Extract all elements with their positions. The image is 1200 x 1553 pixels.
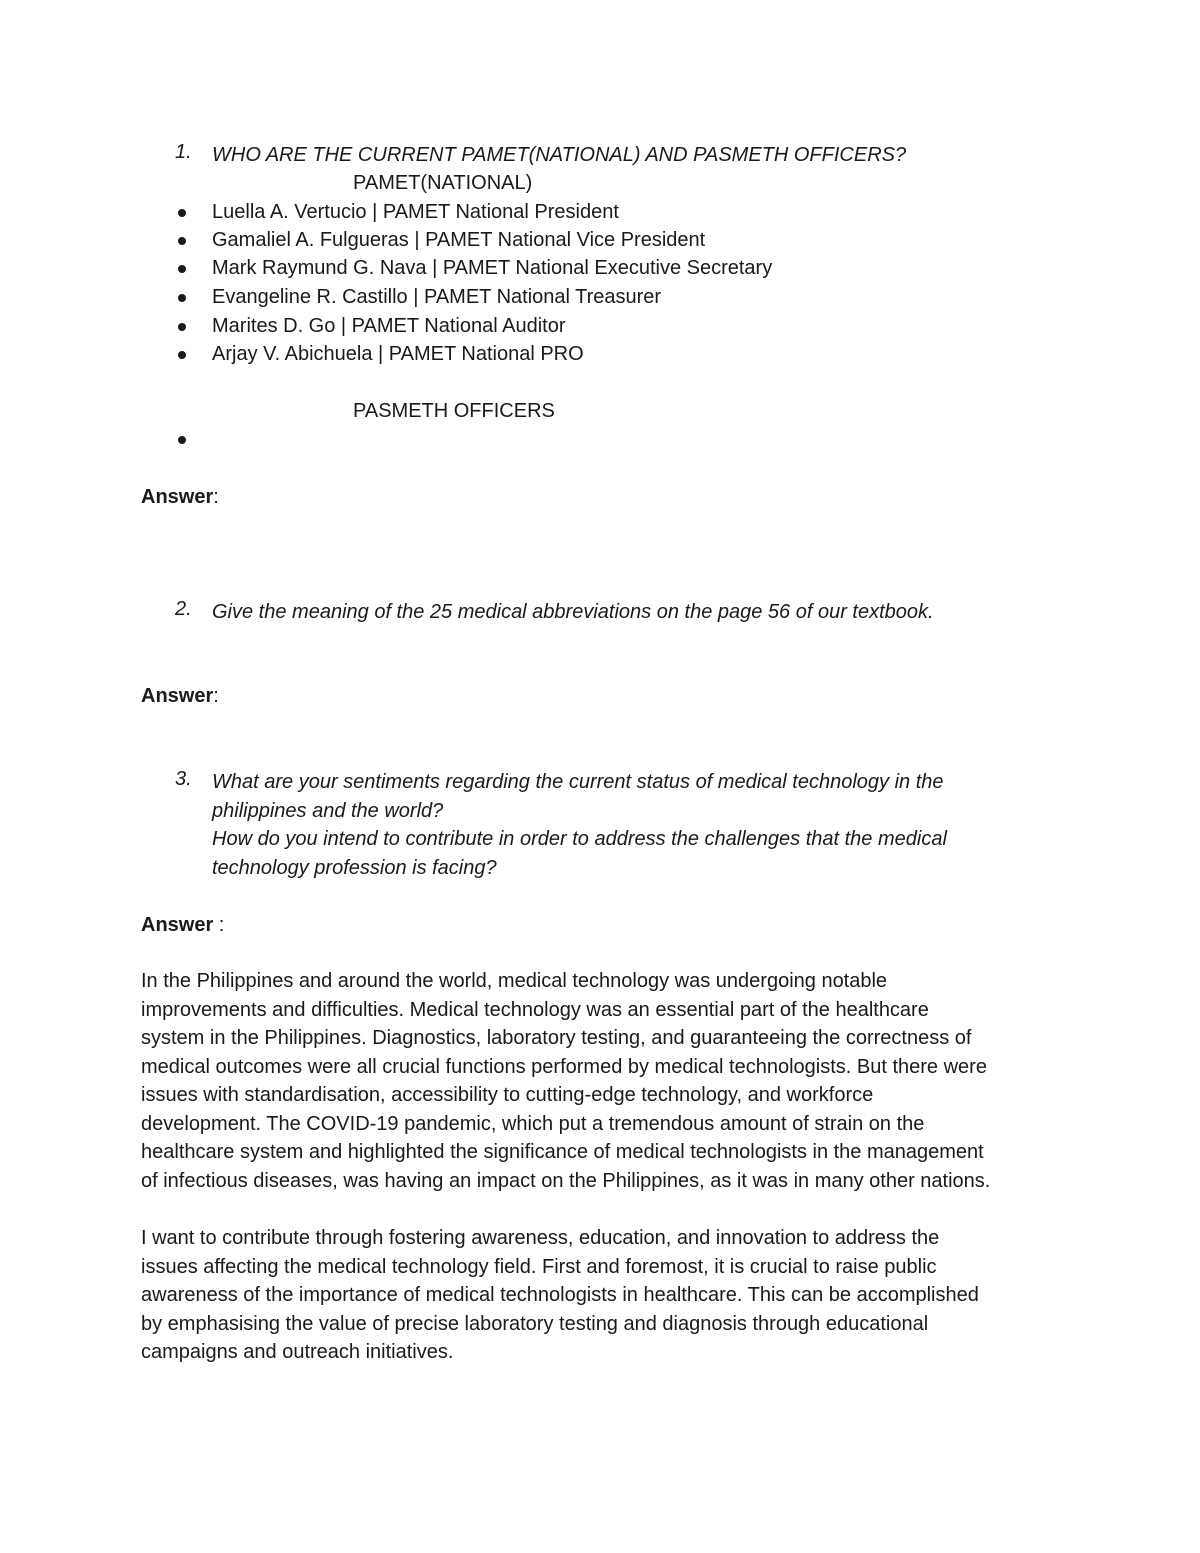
paragraph-line: improvements and difficulties. Medical technology was an essential part of the healthcare <box>141 998 929 1021</box>
bullet-icon <box>178 294 186 302</box>
pasmeth-heading: PASMETH OFFICERS <box>353 400 555 422</box>
bullet-icon <box>178 209 186 217</box>
answer-label-text: Answer <box>141 914 214 936</box>
question-line: What are your sentiments regarding the current status of medical technology in the <box>212 771 944 793</box>
answer-2-label <box>141 682 219 710</box>
answer-paragraph-1 <box>141 967 1081 1195</box>
paragraph-line: development. The COVID-19 pandemic, which put a tremendous amount of strain on the <box>141 1112 925 1135</box>
bullet-icon <box>178 265 186 273</box>
answer-label-suffix: : <box>213 914 225 936</box>
question-1-number: 1. <box>175 141 192 163</box>
question-3-number: 3. <box>175 768 192 790</box>
officer-name: Luella A. Vertucio | PAMET National President <box>212 201 619 223</box>
officer-name: Gamaliel A. Fulgueras | PAMET National Vice President <box>212 229 706 251</box>
answer-3-label <box>141 911 224 939</box>
answer-label-text: Answer <box>141 685 214 707</box>
paragraph-line: issues with standardisation, accessibility to cutting-edge technology, and workforce <box>141 1084 874 1106</box>
bullet-icon <box>178 436 186 444</box>
question-3-text <box>212 768 947 882</box>
paragraph-line: In the Philippines and around the world, medical technology was undergoing notable <box>141 970 888 992</box>
question-2-text: Give the meaning of the 25 medical abbreviations on the page 56 of our textbook. <box>212 601 934 623</box>
paragraph-line: medical outcomes were all crucial functions performed by medical technologists. But there were <box>141 1055 987 1078</box>
paragraph-line: system in the Philippines. Diagnostics, laboratory testing, and guaranteeing the correctness of <box>141 1027 972 1049</box>
answer-paragraph-2 <box>141 1224 1081 1367</box>
paragraph-line: by emphasising the value of precise laboratory testing and diagnosis through educational <box>141 1312 929 1335</box>
officer-name: Mark Raymund G. Nava | PAMET National Executive Secretary <box>212 257 773 279</box>
answer-1-label <box>141 483 219 511</box>
question-line: How do you intend to contribute in order to address the challenges that the medical <box>212 828 947 850</box>
paragraph-line: I want to contribute through fostering awareness, education, and innovation to address the <box>141 1227 940 1249</box>
paragraph-line: awareness of the importance of medical technologists in healthcare. This can be accomplished <box>141 1284 979 1306</box>
officer-name: Arjay V. Abichuela | PAMET National PRO <box>212 343 584 365</box>
question-line: technology profession is facing? <box>212 856 497 879</box>
paragraph-line: issues affecting the medical technology field. First and foremost, it is crucial to raise public <box>141 1255 937 1278</box>
pamet-heading: PAMET(NATIONAL) <box>353 172 533 194</box>
bullet-icon <box>178 351 186 359</box>
question-2-number: 2. <box>175 598 192 620</box>
bullet-icon <box>178 323 186 331</box>
bullet-icon <box>178 237 186 245</box>
question-1-text: WHO ARE THE CURRENT PAMET(NATIONAL) AND PASMETH OFFICERS? <box>212 144 907 166</box>
answer-label-suffix: : <box>213 486 219 508</box>
question-line: philippines and the world? <box>212 799 444 822</box>
answer-label-suffix: : <box>213 685 219 707</box>
officer-name: Evangeline R. Castillo | PAMET National Treasurer <box>212 286 662 308</box>
paragraph-line: of infectious diseases, was having an impact on the Philippines, as it was in many other nations. <box>141 1169 991 1192</box>
answer-label-text: Answer <box>141 486 214 508</box>
paragraph-line: campaigns and outreach initiatives. <box>141 1341 454 1363</box>
officer-name: Marites D. Go | PAMET National Auditor <box>212 315 566 337</box>
paragraph-line: healthcare system and highlighted the significance of medical technologists in the management <box>141 1141 984 1163</box>
